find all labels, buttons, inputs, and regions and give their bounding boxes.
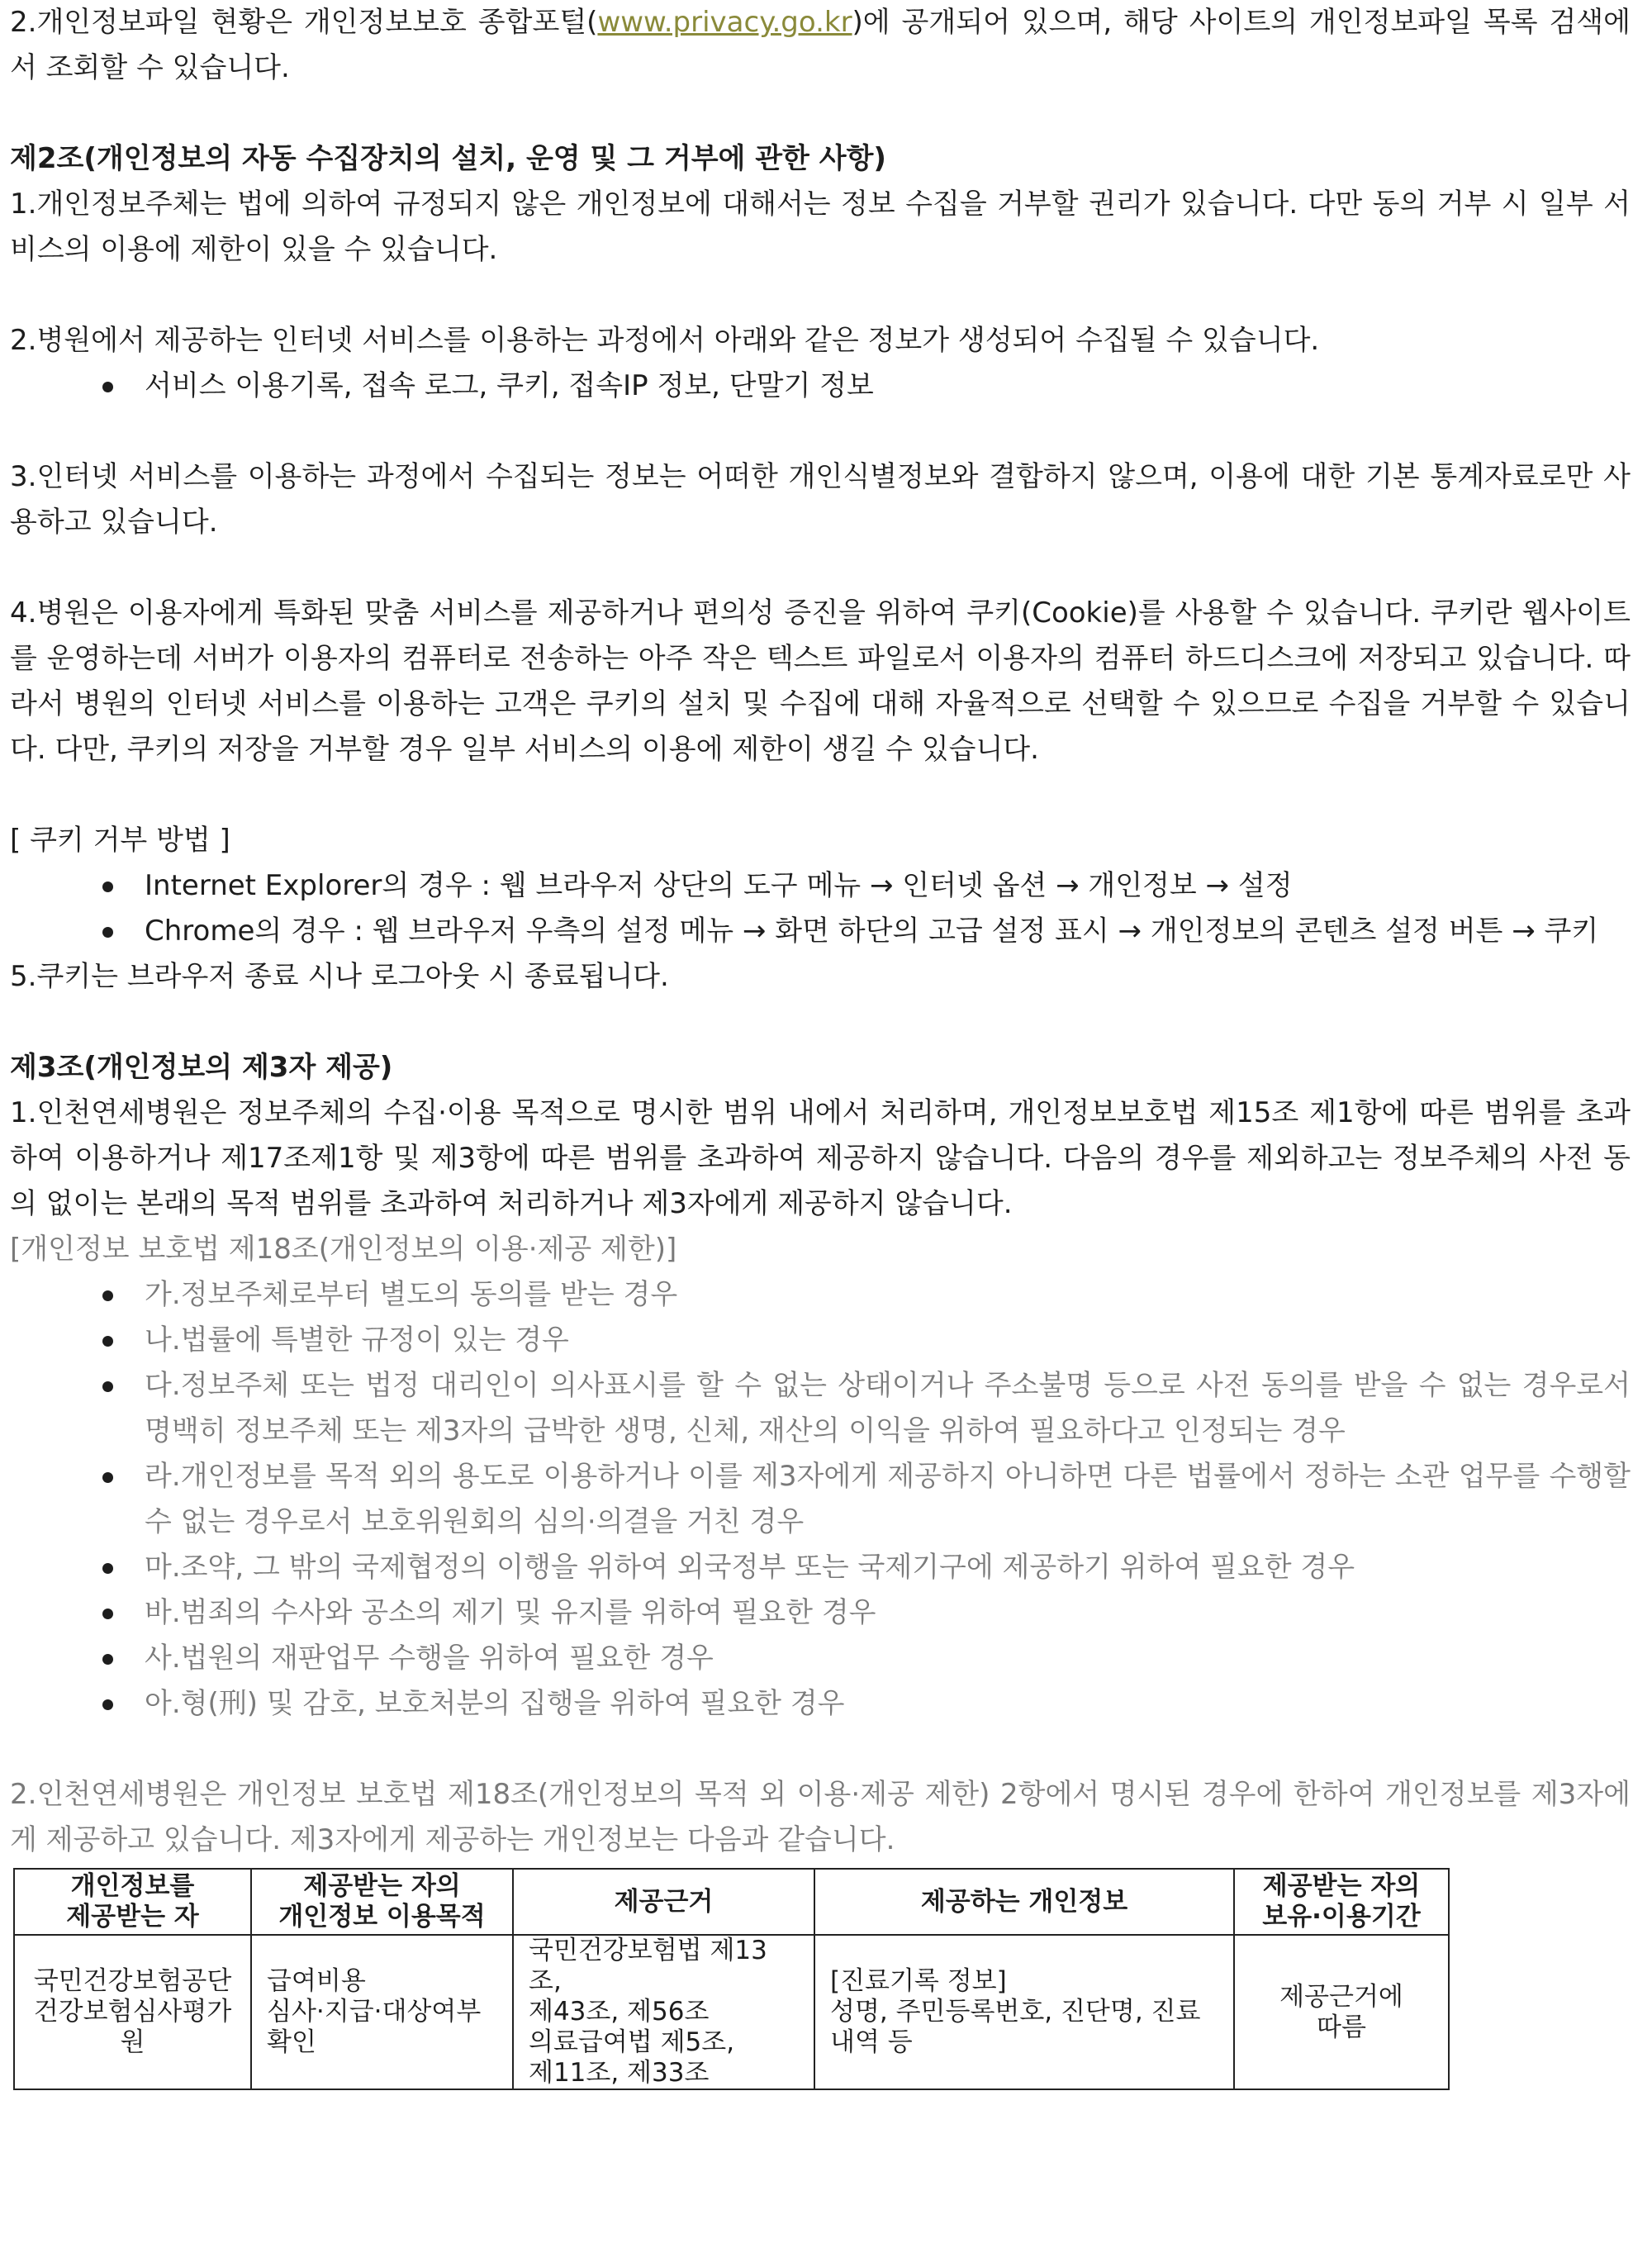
article2-p5: 5.쿠키는 브라우저 종료 시나 로그아웃 시 종료됩니다. (10, 960, 669, 993)
list-item: 나.법률에 특별한 규정이 있는 경우 (10, 1318, 1631, 1363)
law-section (10, 1227, 1631, 1863)
law-title: [개인정보 보호법 제18조(개인정보의 이용·제공 제한)] (10, 1233, 677, 1266)
table-header: 제공근거 (513, 1869, 814, 1935)
article3-title: 제3조(개인정보의 제3자 제공) (10, 1051, 393, 1084)
list-item: 라.개인정보를 목적 외의 용도로 이용하거나 이를 제3자에게 제공하지 아니하면 다른 법률에서 정하는 소관 업무를 수행할 수 없는 경우로서 보호위원회의 심의·의결을 거친 경우 (10, 1454, 1631, 1545)
table-header-row (14, 1869, 1449, 1935)
table-cell: 국민건강보험법 제13조, 제43조, 제56조 의료급여법 제5조, 제11조, 제33조 (513, 1935, 814, 2089)
article3-p1: 1.인천연세병원은 정보주체의 수집·이용 목적으로 명시한 범위 내에서 처리하며, 개인정보보호법 제15조 제1항에 따른 범위를 초과하여 이용하거나 제17조제1항 및 제3항에 따른 범위를 초과하여 제공하지 않습니다. 다음의 경우를 제외하고는 정보주체의 사전 동의 없이는 본래의 목적 범위를 초과하여 처리하거나 제3자에게 제공하지 않습니다. (10, 1096, 1631, 1220)
collected-info-list (10, 364, 1631, 409)
list-item: 아.형(刑) 및 감호, 보호처분의 집행을 위하여 필요한 경우 (10, 1681, 1631, 1727)
article2-title: 제2조(개인정보의 자동 수집장치의 설치, 운영 및 그 거부에 관한 사항) (10, 142, 886, 175)
article2-p4: 4.병원은 이용자에게 특화된 맞춤 서비스를 제공하거나 편의성 증진을 위하여 쿠키(Cookie)를 사용할 수 있습니다. 쿠키란 웹사이트를 운영하는데 서버가 이용자의 컴퓨터로 전송하는 아주 작은 텍스트 파일로서 이용자의 컴퓨터 하드디스크에 저장되고 있습니다. 따라서 병원의 인터넷 서비스를 이용하는 고객은 쿠키의 설치 및 수집에 대해 자율적으로 선택할 수 있으므로 수집을 거부할 수 있습니다. 다만, 쿠키의 저장을 거부할 경우 일부 서비스의 이용에 제한이 생길 수 있습니다. (10, 596, 1631, 766)
article2-p1: 1.개인정보주체는 법에 의하여 규정되지 않은 개인정보에 대해서는 정보 수집을 거부할 권리가 있습니다. 다만 동의 거부 시 일부 서비스의 이용에 제한이 있을 수 있습니다. (10, 188, 1631, 266)
article2-p2: 2.병원에서 제공하는 인터넷 서비스를 이용하는 과정에서 아래와 같은 정보가 생성되어 수집될 수 있습니다. (10, 324, 1320, 357)
table-header: 제공받는 자의 보유·이용기간 (1234, 1869, 1449, 1935)
list-item: Chrome의 경우 : 웹 브라우저 우측의 설정 메뉴 → 화면 하단의 고급 설정 표시 → 개인정보의 콘텐츠 설정 버튼 → 쿠키 (10, 909, 1631, 954)
intro-paragraph (10, 0, 1631, 91)
table-row (14, 1935, 1449, 2089)
list-item: Internet Explorer의 경우 : 웹 브라우저 상단의 도구 메뉴 → 인터넷 옵션 → 개인정보 → 설정 (10, 863, 1631, 909)
cookie-refusal-list (10, 863, 1631, 954)
list-item: 사.법원의 재판업무 수행을 위하여 필요한 경우 (10, 1636, 1631, 1681)
list-item: 가.정보주체로부터 별도의 동의를 받는 경우 (10, 1272, 1631, 1318)
intro-text-pre: 2.개인정보파일 현황은 개인정보보호 종합포털( (10, 6, 598, 39)
third-party-provision-table (13, 1868, 1450, 2090)
article2-p3: 3.인터넷 서비스를 이용하는 과정에서 수집되는 정보는 어떠한 개인식별정보와 결합하지 않으며, 이용에 대한 기본 통계자료로만 사용하고 있습니다. (10, 460, 1631, 539)
table-cell: 국민건강보험공단 건강보험심사평가원 (14, 1935, 251, 2089)
intro-text-post: )에 공개되어 있으며, 해당 사이트의 개인정보파일 목록 검색에서 조회할 수 있습니다. (10, 6, 1631, 84)
list-item: 서비스 이용기록, 접속 로그, 쿠키, 접속IP 정보, 단말기 정보 (10, 364, 1631, 409)
law-exception-list (10, 1272, 1631, 1727)
table-cell: [진료기록 정보] 성명, 주민등록번호, 진단명, 진료내역 등 (814, 1935, 1234, 2089)
table-header: 제공하는 개인정보 (814, 1869, 1234, 1935)
article3-p2: 2.인천연세병원은 개인정보 보호법 제18조(개인정보의 목적 외 이용·제공 제한) 2항에서 명시된 경우에 한하여 개인정보를 제3자에게 제공하고 있습니다. 제3자에게 제공하는 개인정보는 다음과 같습니다. (10, 1778, 1631, 1856)
table-header: 개인정보를 제공받는 자 (14, 1869, 251, 1935)
table-cell: 제공근거에 따름 (1234, 1935, 1449, 2089)
table-cell: 급여비용 심사·지급·대상여부 확인 (251, 1935, 513, 2089)
cookie-refusal-title: [ 쿠키 거부 방법 ] (10, 824, 230, 857)
table-header: 제공받는 자의 개인정보 이용목적 (251, 1869, 513, 1935)
privacy-portal-link[interactable]: www.privacy.go.kr (597, 6, 852, 39)
list-item: 마.조약, 그 밖의 국제협정의 이행을 위하여 외국정부 또는 국제기구에 제공하기 위하여 필요한 경우 (10, 1545, 1631, 1590)
list-item: 바.범죄의 수사와 공소의 제기 및 유지를 위하여 필요한 경우 (10, 1590, 1631, 1636)
list-item: 다.정보주체 또는 법정 대리인이 의사표시를 할 수 없는 상태이거나 주소불명 등으로 사전 동의를 받을 수 없는 경우로서 명백히 정보주체 또는 제3자의 급박한 생명, 신체, 재산의 이익을 위하여 필요하다고 인정되는 경우 (10, 1363, 1631, 1454)
